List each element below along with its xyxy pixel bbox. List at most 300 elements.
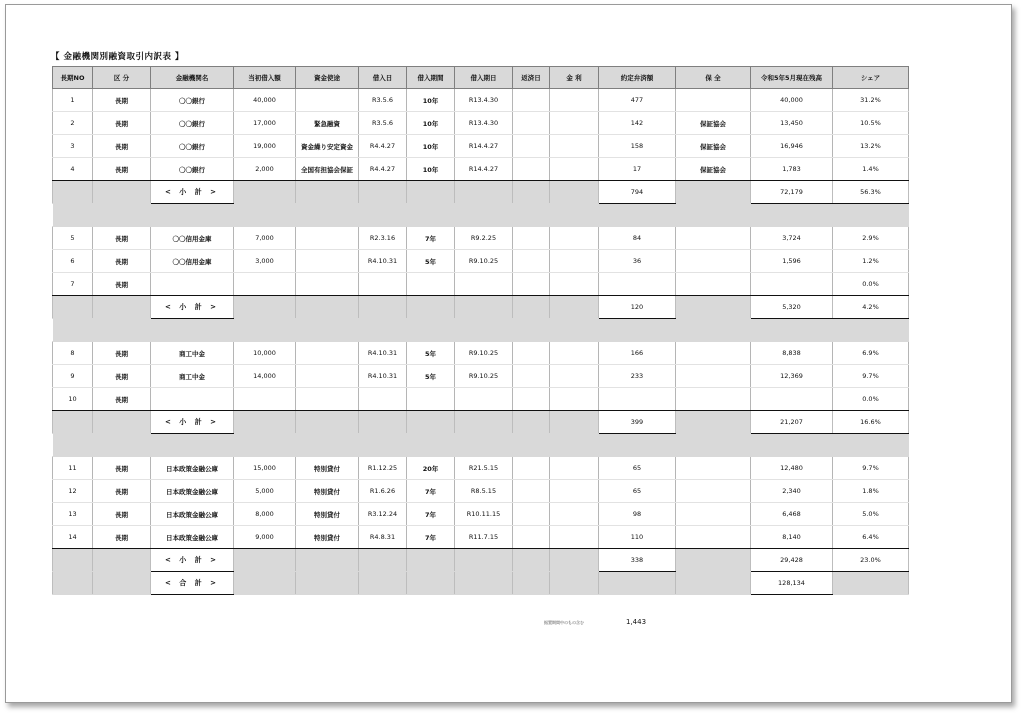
kubun-cell: 長期 [93,112,151,135]
no-cell: 14 [53,526,93,549]
no-cell: 8 [53,342,93,365]
date-cell: R4.10.31 [359,365,407,388]
term-cell: 10年 [407,89,455,112]
due-cell: R13.4.30 [455,89,513,112]
kubun-cell: 長期 [93,227,151,250]
repay-cell [599,388,676,411]
security-cell [676,526,751,549]
balance-cell [751,273,833,296]
no-cell: 7 [53,273,93,296]
share-cell: 2.9% [833,227,909,250]
blank-cell [93,181,151,204]
date-cell: R4.4.27 [359,158,407,181]
repay-cell: 158 [599,135,676,158]
share-cell: 1.8% [833,480,909,503]
initial-cell: 14,000 [234,365,296,388]
term-cell [407,273,455,296]
blank-cell [93,296,151,319]
blank-cell [296,181,359,204]
due-cell [455,388,513,411]
header-kubun: 区 分 [93,67,151,89]
due-cell: R8.5.15 [455,480,513,503]
pay-day-cell [513,250,550,273]
header-term: 借入期間 [407,67,455,89]
initial-cell [234,388,296,411]
kubun-cell: 長期 [93,526,151,549]
table-row [53,250,909,273]
table-row [53,135,909,158]
blank-cell [513,411,550,434]
pay-day-cell [513,480,550,503]
term-cell: 10年 [407,158,455,181]
date-cell: R3.5.6 [359,112,407,135]
group-spacer-row [53,319,909,342]
blank-cell [407,572,455,595]
bank-cell: 日本政策金融公庫 [151,480,234,503]
header-initial: 当初借入額 [234,67,296,89]
initial-cell: 17,000 [234,112,296,135]
pay-day-cell [513,342,550,365]
table-row [53,273,909,296]
date-cell: R1.6.26 [359,480,407,503]
blank-cell [513,181,550,204]
due-cell: R21.5.15 [455,457,513,480]
blank-cell [455,181,513,204]
table-row [53,89,909,112]
purpose-cell [296,342,359,365]
purpose-cell [296,89,359,112]
repay-cell: 36 [599,250,676,273]
security-cell [676,457,751,480]
blank-cell [93,411,151,434]
purpose-cell [296,227,359,250]
subtotal-repay: 794 [599,181,676,204]
initial-cell: 7,000 [234,227,296,250]
repay-cell: 477 [599,89,676,112]
total-row [53,572,909,595]
rate-cell [550,250,599,273]
bank-cell: 〇〇銀行 [151,135,234,158]
subtotal-label: < 小 計 > [151,296,234,319]
rate-cell [550,503,599,526]
blank-cell [550,549,599,572]
purpose-cell [296,250,359,273]
blank-cell [53,411,93,434]
kubun-cell: 長期 [93,135,151,158]
table-row [53,158,909,181]
share-cell: 6.9% [833,342,909,365]
purpose-cell: 特別貸付 [296,526,359,549]
rate-cell [550,365,599,388]
kubun-cell: 長期 [93,89,151,112]
blank-cell [513,572,550,595]
kubun-cell: 長期 [93,273,151,296]
bank-cell: 〇〇信用金庫 [151,250,234,273]
kubun-cell: 長期 [93,503,151,526]
kubun-cell: 長期 [93,388,151,411]
no-cell: 9 [53,365,93,388]
term-cell: 20年 [407,457,455,480]
header-purpose: 資金使途 [296,67,359,89]
pay-day-cell [513,503,550,526]
kubun-cell: 長期 [93,342,151,365]
blank-cell [296,549,359,572]
initial-cell: 15,000 [234,457,296,480]
blank-cell [455,411,513,434]
share-cell: 10.5% [833,112,909,135]
security-cell [676,480,751,503]
subtotal-balance: 21,207 [751,411,833,434]
header-security: 保 全 [676,67,751,89]
header-rate: 金 利 [550,67,599,89]
security-cell: 保証協会 [676,112,751,135]
spacer-cell [53,434,909,457]
term-cell: 7年 [407,227,455,250]
loan-table-body [53,89,909,595]
bank-cell: 商工中金 [151,365,234,388]
header-bank: 金融機関名 [151,67,234,89]
rate-cell [550,89,599,112]
date-cell [359,388,407,411]
blank-cell [676,181,751,204]
balance-cell: 12,369 [751,365,833,388]
initial-cell: 40,000 [234,89,296,112]
bank-cell: 日本政策金融公庫 [151,503,234,526]
term-cell: 5年 [407,365,455,388]
repay-cell: 84 [599,227,676,250]
table-row [53,365,909,388]
subtotal-label: < 小 計 > [151,181,234,204]
pay-day-cell [513,273,550,296]
share-cell: 9.7% [833,365,909,388]
pay-day-cell [513,89,550,112]
no-cell: 13 [53,503,93,526]
blank-cell [676,549,751,572]
subtotal-share: 23.0% [833,549,909,572]
pay-day-cell [513,365,550,388]
subtotal-repay: 399 [599,411,676,434]
header-repay: 約定弁済額 [599,67,676,89]
subtotal-share: 56.3% [833,181,909,204]
total-balance: 128,134 [751,572,833,595]
purpose-cell [296,388,359,411]
blank-cell [550,572,599,595]
security-cell [676,250,751,273]
due-cell: R9.10.25 [455,250,513,273]
blank-cell [599,572,676,595]
blank-cell [359,296,407,319]
term-cell: 7年 [407,480,455,503]
balance-cell: 2,340 [751,480,833,503]
total-label: < 合 計 > [151,572,234,595]
repay-cell: 110 [599,526,676,549]
document-title: 【 金融機関別融資取引内訳表 】 [51,52,184,62]
purpose-cell [296,273,359,296]
group-spacer-row [53,204,909,227]
subtotal-row [53,181,909,204]
purpose-cell [296,365,359,388]
balance-cell: 3,724 [751,227,833,250]
pay-day-cell [513,457,550,480]
initial-cell: 9,000 [234,526,296,549]
blank-cell [359,181,407,204]
date-cell: R4.10.31 [359,250,407,273]
due-cell [455,273,513,296]
header-share: シェア [833,67,909,89]
header-due: 借入期日 [455,67,513,89]
balance-cell: 12,480 [751,457,833,480]
blank-cell [234,181,296,204]
subtotal-repay: 338 [599,549,676,572]
subtotal-balance: 29,428 [751,549,833,572]
rate-cell [550,457,599,480]
initial-cell: 10,000 [234,342,296,365]
date-cell: R3.12.24 [359,503,407,526]
subtotal-row [53,411,909,434]
share-cell: 5.0% [833,503,909,526]
due-cell: R10.11.15 [455,503,513,526]
rate-cell [550,158,599,181]
blank-cell [93,549,151,572]
blank-cell [676,296,751,319]
date-cell: R1.12.25 [359,457,407,480]
initial-cell: 8,000 [234,503,296,526]
blank-cell [550,411,599,434]
due-cell: R11.7.15 [455,526,513,549]
balance-cell: 1,783 [751,158,833,181]
balance-cell: 13,450 [751,112,833,135]
pay-day-cell [513,135,550,158]
blank-cell [676,572,751,595]
header-date: 借入日 [359,67,407,89]
purpose-cell: 特別貸付 [296,503,359,526]
security-cell [676,227,751,250]
blank-cell [234,549,296,572]
due-cell: R9.10.25 [455,365,513,388]
blank-cell [407,181,455,204]
rate-cell [550,480,599,503]
pay-day-cell [513,227,550,250]
subtotal-share: 16.6% [833,411,909,434]
no-cell: 4 [53,158,93,181]
term-cell: 10年 [407,112,455,135]
share-cell: 6.4% [833,526,909,549]
repay-cell: 65 [599,457,676,480]
repay-cell: 166 [599,342,676,365]
purpose-cell: 緊急融資 [296,112,359,135]
security-cell [676,365,751,388]
security-cell [676,89,751,112]
blank-cell [676,411,751,434]
no-cell: 12 [53,480,93,503]
bank-cell: 日本政策金融公庫 [151,526,234,549]
pay-day-cell [513,112,550,135]
term-cell: 5年 [407,250,455,273]
blank-cell [455,549,513,572]
blank-cell [296,572,359,595]
date-cell: R4.10.31 [359,342,407,365]
share-cell: 1.2% [833,250,909,273]
header-pay-day: 返済日 [513,67,550,89]
purpose-cell: 全国有担協会保証 [296,158,359,181]
security-cell [676,388,751,411]
blank-cell [407,296,455,319]
header-row [53,67,909,89]
share-cell: 0.0% [833,273,909,296]
term-cell: 7年 [407,503,455,526]
date-cell: R4.8.31 [359,526,407,549]
balance-cell: 6,468 [751,503,833,526]
no-cell: 5 [53,227,93,250]
balance-cell: 40,000 [751,89,833,112]
bank-cell: 日本政策金融公庫 [151,457,234,480]
share-cell: 0.0% [833,388,909,411]
blank-cell [359,411,407,434]
security-cell [676,273,751,296]
date-cell [359,273,407,296]
blank-cell [550,296,599,319]
repay-cell: 142 [599,112,676,135]
pay-day-cell [513,388,550,411]
blank-cell [93,572,151,595]
pay-day-cell [513,526,550,549]
kubun-cell: 長期 [93,365,151,388]
blank-cell [234,296,296,319]
header-balance: 令和5年5月現在残高 [751,67,833,89]
kubun-cell: 長期 [93,457,151,480]
bank-cell [151,388,234,411]
blank-cell [53,549,93,572]
pay-day-cell [513,158,550,181]
share-cell: 31.2% [833,89,909,112]
date-cell: R4.4.27 [359,135,407,158]
subtotal-label: < 小 計 > [151,549,234,572]
blank-cell [833,572,909,595]
term-cell: 7年 [407,526,455,549]
blank-cell [550,181,599,204]
group-spacer-row [53,434,909,457]
blank-cell [234,572,296,595]
table-row [53,112,909,135]
share-cell: 13.2% [833,135,909,158]
balance-cell [751,388,833,411]
table-row [53,227,909,250]
subtotal-balance: 72,179 [751,181,833,204]
blank-cell [513,549,550,572]
initial-cell: 3,000 [234,250,296,273]
subtotal-row [53,296,909,319]
due-cell: R14.4.27 [455,135,513,158]
blank-cell [359,572,407,595]
blank-cell [296,296,359,319]
spacer-cell [53,319,909,342]
blank-cell [53,572,93,595]
rate-cell [550,112,599,135]
footnote-value: 1,443 [626,618,647,626]
due-cell: R9.10.25 [455,342,513,365]
subtotal-label: < 小 計 > [151,411,234,434]
due-cell: R13.4.30 [455,112,513,135]
table-row [53,388,909,411]
blank-cell [234,411,296,434]
rate-cell [550,342,599,365]
blank-cell [53,296,93,319]
bank-cell: 商工中金 [151,342,234,365]
balance-cell: 8,838 [751,342,833,365]
no-cell: 2 [53,112,93,135]
rate-cell [550,135,599,158]
purpose-cell: 特別貸付 [296,480,359,503]
table-row [53,457,909,480]
rate-cell [550,273,599,296]
blank-cell [407,549,455,572]
security-cell [676,342,751,365]
bank-cell: 〇〇信用金庫 [151,227,234,250]
term-cell [407,388,455,411]
initial-cell [234,273,296,296]
blank-cell [53,181,93,204]
bank-cell: 〇〇銀行 [151,112,234,135]
initial-cell: 5,000 [234,480,296,503]
table-row [53,480,909,503]
date-cell: R2.3.16 [359,227,407,250]
due-cell: R9.2.25 [455,227,513,250]
repay-cell: 17 [599,158,676,181]
sheet-page [5,4,1012,703]
bank-cell: 〇〇銀行 [151,89,234,112]
repay-cell: 233 [599,365,676,388]
balance-cell: 1,596 [751,250,833,273]
security-cell: 保証協会 [676,158,751,181]
spacer-cell [53,204,909,227]
rate-cell [550,227,599,250]
term-cell: 10年 [407,135,455,158]
initial-cell: 2,000 [234,158,296,181]
kubun-cell: 長期 [93,158,151,181]
blank-cell [513,296,550,319]
repay-cell: 65 [599,480,676,503]
table-row [53,342,909,365]
no-cell: 10 [53,388,93,411]
blank-cell [455,572,513,595]
bank-cell [151,273,234,296]
blank-cell [359,549,407,572]
repay-cell: 98 [599,503,676,526]
security-cell: 保証協会 [676,135,751,158]
loan-table [52,66,909,595]
term-cell: 5年 [407,342,455,365]
balance-cell: 8,140 [751,526,833,549]
share-cell: 1.4% [833,158,909,181]
share-cell: 9.7% [833,457,909,480]
table-row [53,503,909,526]
subtotal-balance: 5,320 [751,296,833,319]
footnote-label: 据置期間中のもの含む [544,620,584,625]
no-cell: 1 [53,89,93,112]
balance-cell: 16,946 [751,135,833,158]
security-cell [676,503,751,526]
blank-cell [455,296,513,319]
kubun-cell: 長期 [93,250,151,273]
initial-cell: 19,000 [234,135,296,158]
table-row [53,526,909,549]
bank-cell: 〇〇銀行 [151,158,234,181]
rate-cell [550,388,599,411]
blank-cell [407,411,455,434]
blank-cell [296,411,359,434]
header-no: 長期NO [53,67,93,89]
date-cell: R3.5.6 [359,89,407,112]
